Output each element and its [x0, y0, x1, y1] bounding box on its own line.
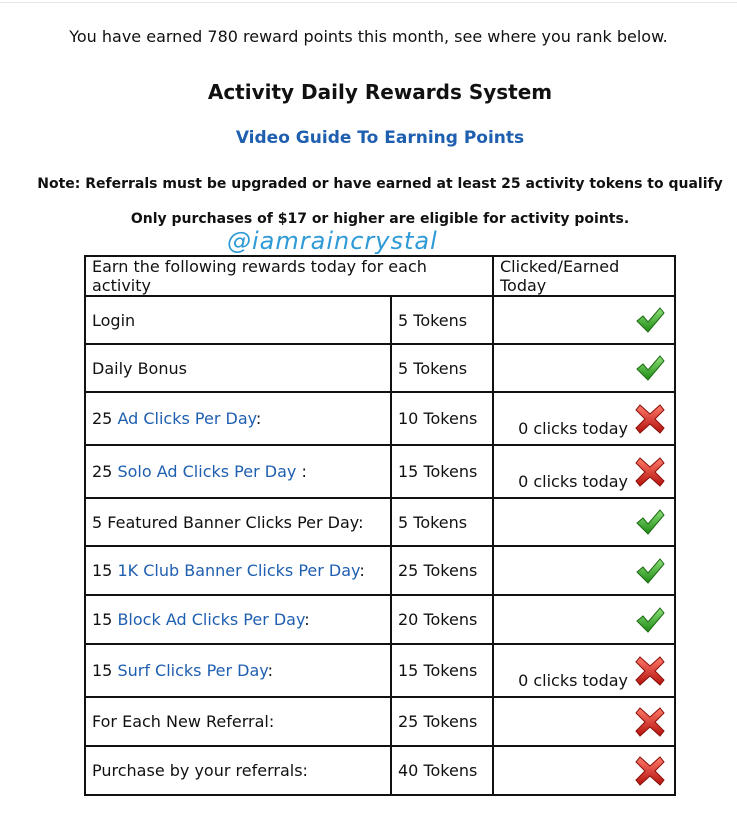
- activity-label: :: [267, 661, 273, 680]
- status-cell: [493, 546, 675, 595]
- table-row: [85, 498, 675, 546]
- cross-icon: [634, 655, 666, 687]
- activity-link[interactable]: 1K Club Banner Clicks Per Day: [117, 561, 360, 580]
- clicks-today-text: 0 clicks today: [518, 671, 628, 690]
- status-cell: [493, 498, 675, 546]
- check-icon: [634, 555, 666, 587]
- table-row: [85, 746, 675, 795]
- activity-label: :: [359, 561, 365, 580]
- activity-link[interactable]: Ad Clicks Per Day: [117, 409, 256, 428]
- table-row: [85, 546, 675, 595]
- cross-icon: [634, 706, 666, 738]
- activity-cell: [85, 498, 391, 546]
- top-divider: [0, 2, 737, 3]
- activity-label: For Each New Referral:: [92, 712, 275, 731]
- activity-label: 5 Featured Banner Clicks Per Day:: [92, 512, 364, 532]
- table-row: [85, 392, 675, 445]
- tokens-cell: 5 Tokens: [391, 296, 493, 344]
- activity-link[interactable]: Surf Clicks Per Day: [117, 661, 268, 680]
- activity-label: :: [304, 610, 310, 629]
- tokens-cell: 40 Tokens: [391, 746, 493, 795]
- table-row: [85, 344, 675, 392]
- activity-count: 15: [92, 610, 118, 629]
- activity-count: 25: [92, 462, 118, 481]
- clicks-today-text: 0 clicks today: [518, 472, 628, 491]
- table-row: [85, 697, 675, 746]
- tokens-cell: 25 Tokens: [391, 697, 493, 746]
- activity-cell: [85, 546, 391, 595]
- tokens-cell: 15 Tokens: [391, 445, 493, 498]
- status-column-header: Clicked/Earned Today: [493, 256, 675, 296]
- activity-cell: [85, 344, 391, 392]
- check-icon: [634, 604, 666, 636]
- status-cell: [493, 392, 675, 445]
- referral-note: Note: Referrals must be upgraded or have earned at least 25 activity tokens to qualify: [37, 176, 723, 192]
- status-cell: [493, 445, 675, 498]
- check-icon: [634, 506, 666, 538]
- cross-icon: [634, 456, 666, 488]
- activity-column-header: Earn the following rewards today for each activity: [85, 256, 493, 296]
- status-cell: [493, 296, 675, 344]
- status-cell: [493, 644, 675, 697]
- tokens-cell: 10 Tokens: [391, 392, 493, 445]
- activity-cell: [85, 644, 391, 697]
- activity-cell: [85, 392, 391, 445]
- activity-cell: [85, 445, 391, 498]
- clicks-today-text: 0 clicks today: [518, 419, 628, 438]
- table-row: [85, 296, 675, 344]
- activity-count: 25: [92, 409, 118, 428]
- activity-label: Purchase by your referrals:: [92, 761, 308, 780]
- tokens-cell: 5 Tokens: [391, 344, 493, 392]
- check-icon: [634, 304, 666, 336]
- page-title: Activity Daily Rewards System: [207, 80, 553, 104]
- cross-icon: [634, 755, 666, 787]
- watermark-text: @iamraincrystal: [227, 227, 438, 255]
- check-icon: [634, 352, 666, 384]
- activity-cell: [85, 595, 391, 644]
- video-guide-link[interactable]: Video Guide To Earning Points: [235, 128, 525, 148]
- status-cell: [493, 746, 675, 795]
- tokens-cell: 15 Tokens: [391, 644, 493, 697]
- activity-cell: [85, 746, 391, 795]
- tokens-cell: 20 Tokens: [391, 595, 493, 644]
- table-row: [85, 644, 675, 697]
- activity-link[interactable]: Solo Ad Clicks Per Day: [117, 462, 297, 481]
- cross-icon: [634, 403, 666, 435]
- rewards-table: [84, 255, 676, 796]
- earned-points-text: You have earned 780 reward points this month, see where you rank below.: [69, 27, 668, 46]
- activity-label: :: [255, 409, 262, 428]
- table-row: [85, 595, 675, 644]
- activity-cell: [85, 697, 391, 746]
- table-header-row: [85, 256, 675, 296]
- status-cell: [493, 697, 675, 746]
- activity-count: 15: [92, 661, 118, 680]
- activity-label: Daily Bonus: [92, 358, 187, 378]
- status-cell: [493, 595, 675, 644]
- activity-label: :: [296, 462, 307, 481]
- activity-label: Login: [92, 310, 136, 330]
- activity-link[interactable]: Block Ad Clicks Per Day: [117, 610, 305, 629]
- status-cell: [493, 344, 675, 392]
- tokens-cell: 25 Tokens: [391, 546, 493, 595]
- purchase-note: Only purchases of $17 or higher are eligible for activity points.: [130, 211, 630, 227]
- activity-cell: [85, 296, 391, 344]
- tokens-cell: 5 Tokens: [391, 498, 493, 546]
- activity-count: 15: [92, 561, 118, 580]
- table-row: [85, 445, 675, 498]
